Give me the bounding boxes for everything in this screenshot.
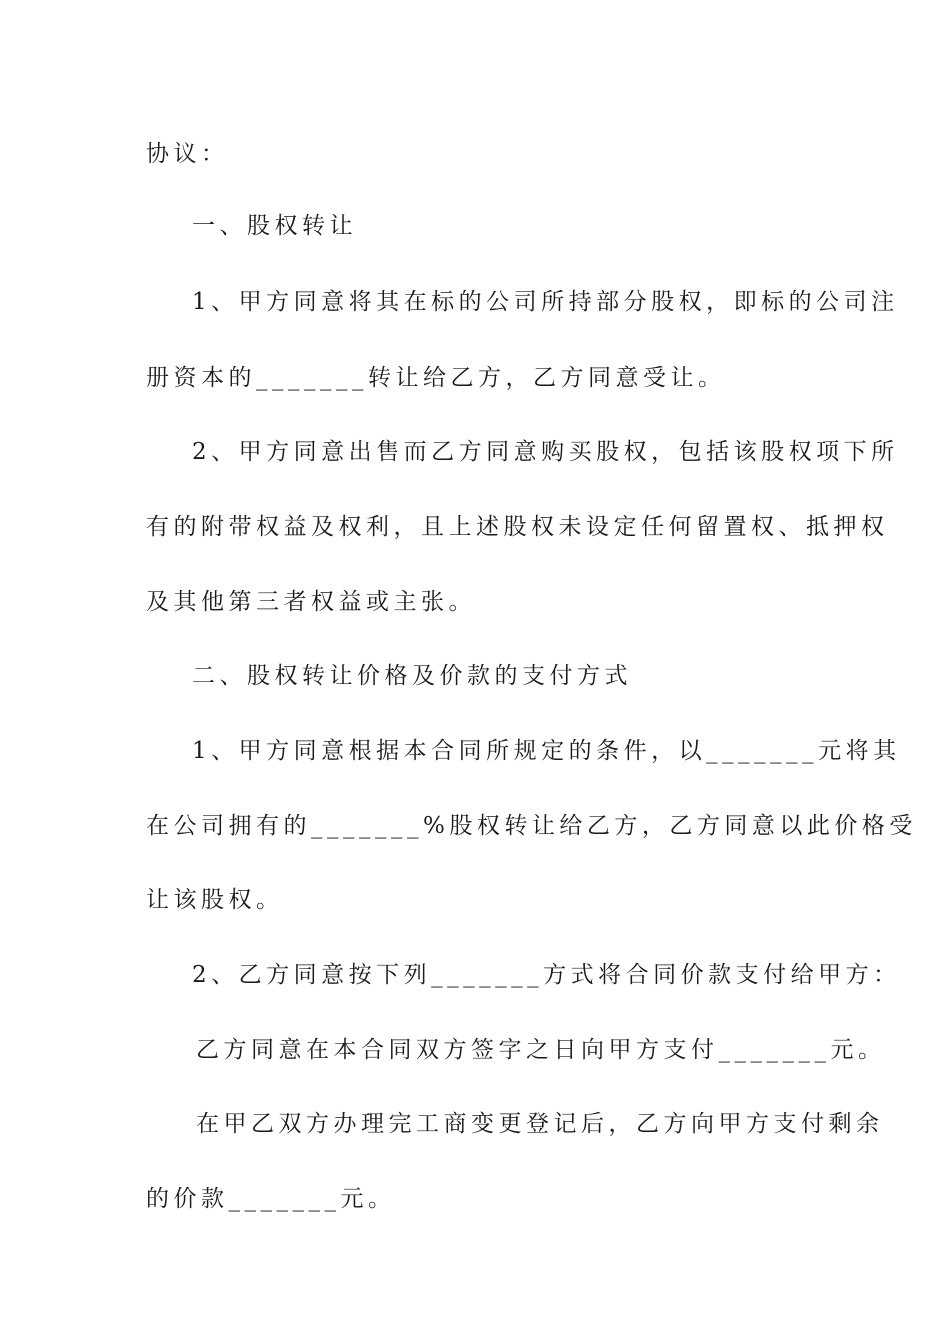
section-heading-equity-transfer: 一、股权转让 [192, 213, 357, 239]
clause-2-1-line-2: 在公司拥有的_______%股权转让给乙方，乙方同意以此价格受 [146, 813, 917, 839]
payment-remaining-line-2: 的价款_______元。 [146, 1186, 396, 1212]
payment-first-installment: 乙方同意在本合同双方签字之日向甲方支付_______元。 [196, 1037, 886, 1063]
clause-2-1-line-3: 让该股权。 [146, 887, 284, 913]
clause-2-1-line-1: 1、甲方同意根据本合同所规定的条件，以_______元将其 [192, 738, 901, 764]
clause-1-1-line-2: 册资本的_______转让给乙方，乙方同意受让。 [146, 365, 726, 391]
payment-remaining-line-1: 在甲乙双方办理完工商变更登记后，乙方向甲方支付剩余 [196, 1111, 884, 1137]
section-heading-price-payment: 二、股权转让价格及价款的支付方式 [192, 663, 632, 689]
clause-1-2-line-2: 有的附带权益及权利，且上述股权未设定任何留置权、抵押权 [146, 514, 889, 540]
agreement-label: 协议： [146, 141, 229, 167]
clause-1-1-line-1: 1、甲方同意将其在标的公司所持部分股权，即标的公司注 [192, 289, 899, 315]
clause-1-2-line-3: 及其他第三者权益或主张。 [146, 589, 476, 615]
clause-1-2-line-1: 2、甲方同意出售而乙方同意购买股权，包括该股权项下所 [192, 439, 899, 465]
clause-2-2-line-1: 2、乙方同意按下列_______方式将合同价款支付给甲方： [192, 962, 901, 988]
